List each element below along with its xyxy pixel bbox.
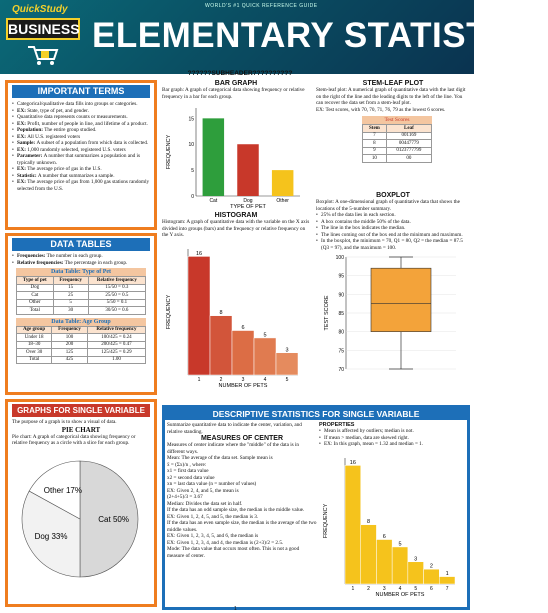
term-text: Categorical/qualitative data fills into groups or categories. bbox=[17, 101, 138, 107]
bullet-frequencies: • Frequencies: The number in each group. bbox=[12, 253, 150, 260]
mean-line: Mean: The average of the data set. Sample mean is bbox=[167, 455, 273, 461]
term-text: A number that summarizes a population and is typically unknown. bbox=[17, 153, 141, 166]
table-cell: Total bbox=[17, 307, 54, 315]
data-label: 6 bbox=[241, 324, 245, 331]
table-cell: 0123777799 bbox=[386, 147, 431, 155]
x-tick-label: 1 bbox=[197, 376, 201, 383]
table-cell: Dog bbox=[17, 284, 54, 292]
x-tick-label: 4 bbox=[263, 376, 267, 383]
term-text: The entire group studied. bbox=[44, 127, 97, 133]
histogram-section bbox=[162, 212, 310, 402]
mean-block bbox=[167, 455, 317, 501]
x-tick-label: Other bbox=[276, 198, 289, 204]
term-text: Profit, number of people in line, and lifetime of a product. bbox=[27, 120, 148, 127]
bar-graph-section bbox=[162, 80, 310, 210]
graphs-single-title: GRAPHS FOR SINGLE VARIABLE bbox=[12, 404, 150, 417]
table-row bbox=[363, 140, 432, 148]
y-axis-label: FREQUENCY bbox=[166, 294, 172, 329]
table-header-row bbox=[17, 326, 146, 334]
x-tick-label: Dog bbox=[243, 198, 253, 204]
bar-graph-title: BAR GRAPH bbox=[214, 80, 258, 87]
x-tick-label: 5 bbox=[285, 376, 289, 383]
data-label: 16 bbox=[349, 459, 356, 466]
pie-label: Cat 50% bbox=[98, 514, 129, 524]
pie-label: Dog 33% bbox=[34, 531, 68, 541]
bullet-relative-frequencies: • Relative frequencies: The percentage in each group. bbox=[12, 260, 150, 267]
y-tick-label: 100 bbox=[335, 255, 344, 261]
header-banner bbox=[0, 0, 548, 74]
data-tables-title: DATA TABLES bbox=[12, 238, 150, 251]
mean-line: (2+4+5)/3 = 3.67 bbox=[167, 494, 203, 500]
term-text: A subset of a population from which data is collected. bbox=[36, 140, 149, 146]
term-lead: Population: bbox=[17, 127, 45, 133]
important-terms-panel bbox=[5, 80, 157, 230]
skew-histogram-chart bbox=[319, 448, 467, 598]
cart-icon bbox=[26, 44, 60, 66]
bar bbox=[232, 330, 254, 374]
table-header-cell: Age group bbox=[17, 326, 52, 334]
table-age-group bbox=[16, 318, 146, 365]
y-tick-label: 85 bbox=[338, 311, 344, 317]
brand-name: QuickStudy bbox=[12, 4, 68, 15]
graphs-intro: The purpose of a graph is to show a visual of data. bbox=[12, 419, 117, 425]
term-text: All U.S. registered voters bbox=[27, 133, 81, 140]
descriptive-title: DESCRIPTIVE STATISTICS FOR SINGLE VARIABLE bbox=[165, 408, 467, 420]
table-cell: 5 bbox=[53, 299, 88, 307]
table-row bbox=[17, 341, 146, 349]
term-lead: EX: bbox=[17, 107, 28, 114]
bar bbox=[408, 561, 424, 583]
boxplot-text: Boxplot: A one-dimensional graph of quantitative data that shows the locations of the 5-number summary. bbox=[316, 199, 460, 212]
table2-caption: Data Table: Age Group bbox=[16, 318, 146, 326]
property-item: • EX: In this graph, mean = 1.32 and median = 1. bbox=[319, 441, 467, 448]
bar bbox=[272, 170, 293, 196]
table-cell: 1.00 bbox=[87, 356, 145, 364]
y-tick-label: 10 bbox=[188, 142, 194, 149]
term-lead: Sample: bbox=[17, 140, 37, 146]
table-header-cell: Frequency bbox=[53, 277, 88, 285]
bar bbox=[392, 546, 408, 583]
data-tables-panel bbox=[5, 233, 157, 395]
data-label: 5 bbox=[263, 331, 267, 338]
data-label: 8 bbox=[219, 309, 223, 316]
test-scores-caption: Test Scores bbox=[362, 116, 432, 124]
table-row bbox=[17, 334, 146, 342]
descriptive-left bbox=[167, 422, 317, 559]
table-cell: 30/50 = 0.6 bbox=[88, 307, 145, 315]
x-tick-label: 4 bbox=[398, 585, 402, 592]
mean-line: x2 = second data value bbox=[167, 474, 215, 481]
table-row bbox=[363, 155, 432, 163]
x-axis-label: TYPE OF PET bbox=[230, 204, 266, 210]
table-cell: Over 30 bbox=[17, 349, 52, 357]
mean-line: x1 = first data value bbox=[167, 468, 209, 474]
pie-chart bbox=[8, 447, 154, 587]
y-tick-label: 70 bbox=[338, 367, 344, 373]
term-lead: EX: bbox=[17, 179, 28, 185]
table-row bbox=[17, 307, 146, 315]
stem-leaf-section bbox=[316, 80, 470, 190]
bar bbox=[188, 256, 210, 375]
x-tick-label: 3 bbox=[382, 585, 386, 592]
properties-block bbox=[319, 422, 467, 603]
data-label: 6 bbox=[382, 533, 386, 540]
table-cell: 25 bbox=[53, 292, 88, 300]
term-text: A number that summarizes a sample. bbox=[37, 172, 115, 179]
bar bbox=[210, 315, 232, 374]
bar bbox=[276, 352, 298, 374]
mode-line: Mode: The data value that occurs most often. This is not a good measure of center. bbox=[167, 546, 300, 559]
table-header-row bbox=[363, 125, 432, 133]
graphs-single-panel bbox=[5, 399, 157, 607]
table-cell: Total bbox=[17, 356, 52, 364]
x-tick-label: 6 bbox=[430, 585, 433, 592]
term-text: Quantitative data represents counts or measurements. bbox=[17, 114, 128, 120]
table-header-cell: Stem bbox=[363, 125, 387, 133]
descriptive-panel bbox=[162, 405, 470, 610]
series-name: BUSINESS bbox=[6, 18, 80, 40]
median-line: EX: Given 1, 2, 4, 5, and 5, the median is 3. bbox=[167, 513, 259, 520]
data-tables-bullets bbox=[8, 253, 154, 266]
mode-line: EX: Given 1, 2, 3, 4, and 4, the median is (2+3)/2 = 2.5. bbox=[167, 539, 284, 546]
bar bbox=[254, 337, 276, 374]
pie-chart-text: Pie chart: A graph of categorical data showing frequency or relative frequency as a circle with a slice for each group. bbox=[12, 433, 136, 446]
bar-graph-chart bbox=[162, 100, 310, 210]
property-item: • Mean is affected by outliers; median is not. bbox=[319, 428, 467, 435]
table-type-of-pet bbox=[16, 268, 146, 315]
data-label: 3 bbox=[414, 555, 418, 562]
x-tick-label: 2 bbox=[367, 585, 370, 592]
term-text: The average price of gas from 1,000 gas stations randomly selected from the U.S. bbox=[17, 179, 150, 192]
table-cell: 8 bbox=[363, 140, 387, 148]
data-label: 3 bbox=[285, 346, 289, 353]
table-cell: 200 bbox=[52, 341, 88, 349]
terms-list bbox=[8, 100, 154, 193]
table-row bbox=[17, 299, 146, 307]
table-cell: 18–30 bbox=[17, 341, 52, 349]
measures-center-title: MEASURES OF CENTER bbox=[200, 435, 284, 442]
data-label: 5 bbox=[398, 540, 402, 547]
term-text: 1,000 randomly selected, registered U.S. voters bbox=[27, 146, 126, 153]
boxplot-bullets bbox=[316, 212, 470, 251]
table-row bbox=[363, 147, 432, 155]
x-tick-label: Cat bbox=[209, 198, 218, 204]
table-cell: 125 bbox=[52, 349, 88, 357]
pie-label: Other 17% bbox=[43, 485, 83, 495]
page-number: 1 bbox=[234, 606, 237, 612]
important-terms-title: IMPORTANT TERMS bbox=[12, 85, 150, 98]
x-tick-label: 1 bbox=[351, 585, 355, 592]
boxplot-title: BOXPLOT bbox=[376, 192, 410, 199]
y-axis-label: FREQUENCY bbox=[323, 503, 329, 538]
term-text: The average price of gas in the U.S. bbox=[27, 166, 102, 172]
mean-line: xn = last data value (n = number of values) bbox=[167, 481, 257, 487]
table-cell: Other bbox=[17, 299, 54, 307]
table-header-cell: Relative frequency bbox=[87, 326, 145, 334]
mode-block bbox=[167, 540, 317, 560]
x-axis-label: NUMBER OF PETS bbox=[218, 382, 268, 389]
table-row bbox=[17, 349, 146, 357]
term-lead: Statistic: bbox=[17, 172, 38, 179]
data-label: 16 bbox=[195, 250, 203, 257]
bar-graph-text: Bar graph: A graph of categorical data showing frequency or relative frequency in a bar for each group. bbox=[162, 87, 305, 100]
bar bbox=[376, 539, 392, 583]
boxplot-chart bbox=[316, 251, 470, 376]
term-lead: Parameter: bbox=[17, 153, 44, 159]
boxplot-bullet: • A box contains the middle 50% of the data. bbox=[316, 219, 470, 226]
y-axis-label: TEST SCORE bbox=[324, 295, 330, 331]
table-header-cell: Frequency bbox=[52, 326, 88, 334]
table-row bbox=[363, 132, 432, 140]
stem-leaf-title: STEM-LEAF PLOT bbox=[362, 80, 424, 87]
y-tick-label: 75 bbox=[338, 348, 344, 355]
term-item bbox=[12, 153, 150, 166]
mean-line: x̄ = (Σx)/n , where: bbox=[167, 461, 207, 468]
x-tick-label: 3 bbox=[241, 376, 245, 383]
table-cell: 001169 bbox=[386, 132, 431, 140]
table-header-cell: Leaf bbox=[386, 125, 431, 133]
table-cell: 25/50 = 0.5 bbox=[88, 292, 145, 300]
bar bbox=[203, 118, 224, 196]
properties-title: PROPERTIES bbox=[319, 422, 355, 428]
y-tick-label: 15 bbox=[188, 116, 194, 123]
table-cell: Cat bbox=[17, 292, 54, 300]
y-axis-label: FREQUENCY bbox=[166, 134, 172, 170]
table-cell: 15/50 = 0.3 bbox=[88, 284, 145, 292]
table-cell: 7 bbox=[363, 132, 387, 140]
x-tick-label: 7 bbox=[445, 585, 449, 592]
table-cell: 125/425 = 0.29 bbox=[87, 349, 145, 357]
median-line: Median: Divides the data set in half. bbox=[167, 500, 243, 507]
data-label: 8 bbox=[367, 518, 371, 525]
table-cell: 30 bbox=[53, 307, 88, 315]
test-scores-table bbox=[362, 116, 432, 163]
histogram-title: HISTOGRAM bbox=[214, 212, 258, 219]
table-cell: 5/50 = 0.1 bbox=[88, 299, 145, 307]
boxplot-bullet: • 25% of the data lies in each section. bbox=[316, 212, 470, 219]
properties-list bbox=[319, 428, 467, 448]
table-cell: 00447779 bbox=[386, 140, 431, 148]
median-line: If the data has an odd sample size, the median is the middle value. bbox=[167, 507, 305, 513]
y-tick-label: 5 bbox=[191, 168, 194, 175]
y-tick-label: 95 bbox=[338, 273, 344, 280]
bar bbox=[345, 465, 361, 584]
x-axis-label: NUMBER OF PETS bbox=[375, 591, 425, 598]
term-lead: EX: bbox=[17, 146, 28, 153]
boxplot-bullet: • The line in the box indicates the median. bbox=[316, 225, 470, 232]
iqr-box bbox=[371, 268, 431, 331]
term-text: State, type of pet, and gender. bbox=[27, 107, 89, 114]
boxplot-bullet: • The lines coming out of the box end at the minimum and maximum. bbox=[316, 232, 470, 239]
table-cell: 10 bbox=[363, 155, 387, 163]
y-tick-label: 90 bbox=[338, 292, 344, 299]
boxplot-section bbox=[316, 192, 470, 402]
table-row bbox=[17, 356, 146, 364]
logo bbox=[6, 4, 80, 68]
histogram-text: Histogram: A graph of quantitative data with the variable on the X axis divided into groups (bars) and the frequency or relative frequency on the Y axis. bbox=[162, 219, 310, 238]
page-title: ELEMENTARY STATISTICS bbox=[92, 16, 548, 55]
table1-caption: Data Table: Type of Pet bbox=[16, 268, 146, 276]
table-row bbox=[17, 292, 146, 300]
term-lead: EX: bbox=[17, 166, 28, 172]
stem-leaf-text: Stem-leaf plot: A numerical graph of quantitative data with the last digit on the right of the line and the leading digits to the left of the line. You can recover the data set from a stem-leaf plot. bbox=[316, 87, 466, 106]
term-lead: EX: bbox=[17, 120, 28, 127]
table-cell: 100 bbox=[52, 334, 88, 342]
table-cell: 00 bbox=[386, 155, 431, 163]
table-header-row bbox=[17, 277, 146, 285]
table-header-cell: Type of pet bbox=[17, 277, 54, 285]
boxplot-bullet: • In the boxplot, the minimum = 70, Q1 = 80, Q2 = the median = 87.5 (Q3 = 97), and the maximum = 100. bbox=[316, 238, 470, 251]
property-item: • If mean > median, data are skewed right. bbox=[319, 435, 467, 442]
stem-leaf-example: EX: Test scores, with 70, 70, 71, 76, 79 as the lowest 6 scores. bbox=[316, 106, 446, 113]
descriptive-intro: Summarize quantitative data to indicate the center, variation, and relative standing. bbox=[167, 422, 302, 435]
pie-chart-title: PIE CHART bbox=[61, 425, 101, 434]
table-cell: 9 bbox=[363, 147, 387, 155]
mean-line: EX: Given 2, 4, and 5, the mean is bbox=[167, 487, 239, 494]
term-lead: EX: bbox=[17, 133, 28, 140]
x-tick-label: 5 bbox=[414, 585, 418, 592]
median-block bbox=[167, 501, 317, 540]
table-cell: 200/425 = 0.47 bbox=[87, 341, 145, 349]
table-cell: 425 bbox=[52, 356, 88, 364]
data-label: 1 bbox=[445, 570, 449, 577]
histogram-chart bbox=[162, 239, 310, 389]
bar bbox=[237, 144, 258, 196]
table-cell: Under 18 bbox=[17, 334, 52, 342]
measures-center-text: Measures of center indicate where the "middle" of the data is in different ways. bbox=[167, 442, 300, 455]
table-cell: 100/425 = 0.24 bbox=[87, 334, 145, 342]
bar bbox=[439, 576, 455, 583]
median-line: If the data has an even sample size, the median is the average of the two middle values. bbox=[167, 520, 317, 533]
x-tick-label: 2 bbox=[219, 376, 223, 383]
y-tick-label: 0 bbox=[191, 194, 194, 200]
bar bbox=[424, 569, 440, 584]
subheader: ??????SUBHEADER?????????? bbox=[187, 70, 293, 77]
data-label: 2 bbox=[429, 563, 433, 570]
table-header-cell: Relative frequency bbox=[88, 277, 145, 285]
y-tick-label: 80 bbox=[338, 329, 344, 336]
median-line: EX: Given 1, 2, 3, 4, 5, and 6, the median is bbox=[167, 533, 259, 539]
table-row bbox=[17, 284, 146, 292]
bar bbox=[361, 524, 377, 583]
table-cell: 15 bbox=[53, 284, 88, 292]
tagline: WORLD'S #1 QUICK REFERENCE GUIDE bbox=[205, 3, 318, 9]
term-item bbox=[12, 179, 150, 192]
